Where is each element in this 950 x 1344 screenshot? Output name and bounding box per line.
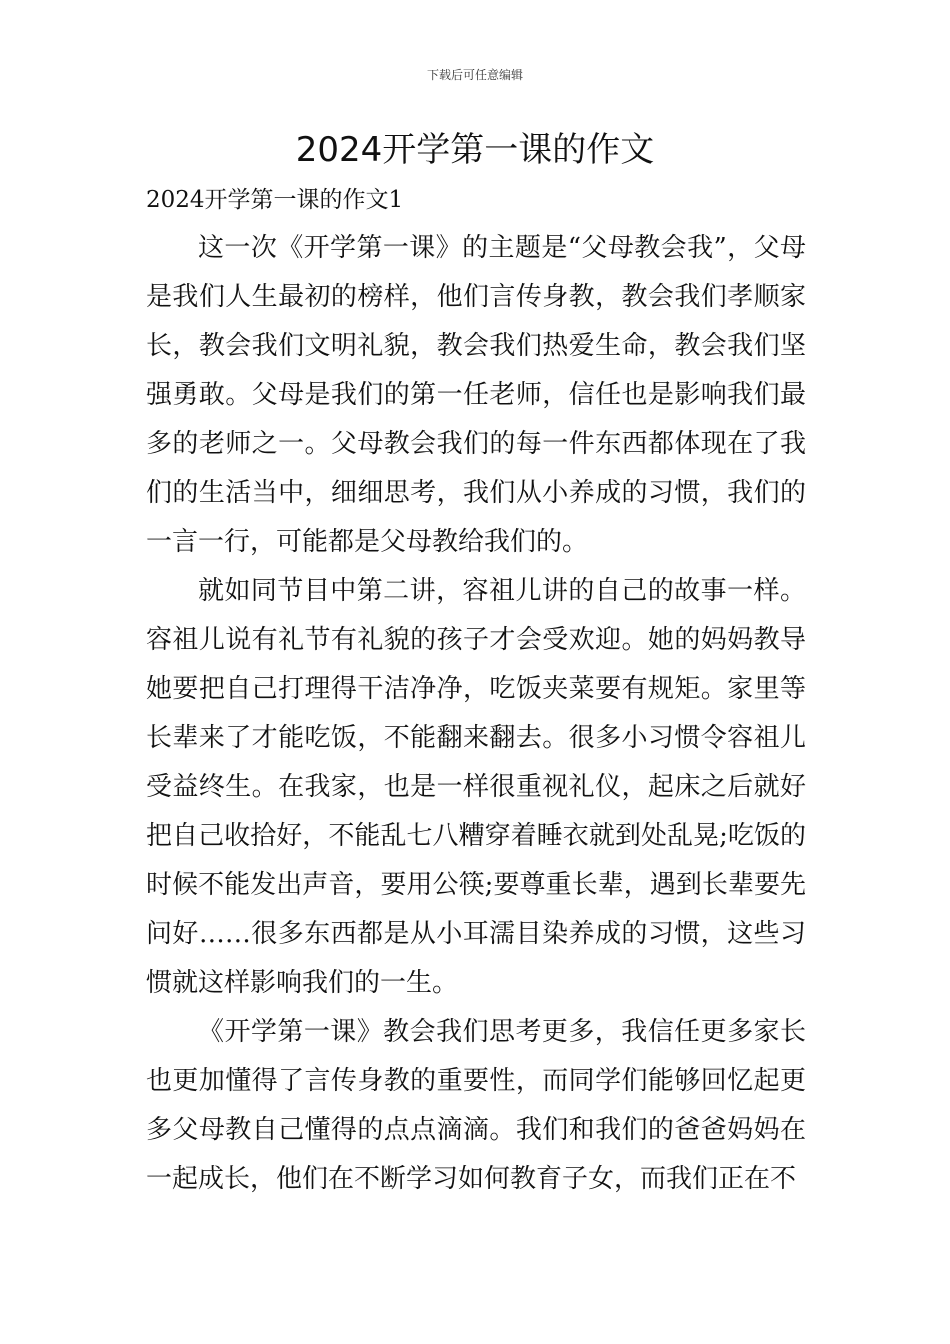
document-title: 2024开学第一课的作文 — [295, 130, 655, 170]
essay-body — [146, 224, 806, 1204]
page-header-note: 下载后可任意编辑 — [426, 68, 523, 82]
paragraph: 这一次《开学第一课》的主题是“父母教会我”，父母是我们人生最初的榜样，他们言传身教，教会我们孝顺家长，教会我们文明礼貌，教会我们热爱生命，教会我们坚强勇敢。父母是我们的第一任老师，信任也是影响我们最多的老师之一。父母教会我们的每一件东西都体现在了我们的生活当中，细细思考，我们从小养成的习惯，我们的一言一行，可能都是父母教给我们的。 — [146, 233, 806, 557]
paragraph: 就如同节目中第二讲，容祖儿讲的自己的故事一样。容祖儿说有礼节有礼貌的孩子才会受欢迎。她的妈妈教导她要把自己打理得干洁净净，吃饭夹菜要有规矩。家里等长辈来了才能吃饭，不能翻来翻去。很多小习惯令容祖儿受益终生。在我家，也是一样很重视礼仪，起床之后就好把自己收拾好，不能乱七八糟穿着睡衣就到处乱晃;吃饭的时候不能发出声音，要用公筷;要尊重长辈，遇到长辈要先问好……很多东西都是从小耳濡目染养成的习惯，这些习惯就这样影响我们的一生。 — [146, 576, 806, 998]
paragraph: 《开学第一课》教会我们思考更多，我信任更多家长也更加懂得了言传身教的重要性，而同学们能够回忆起更多父母教自己懂得的点点滴滴。我们和我们的爸爸妈妈在一起成长，他们在不断学习如何教育子女，而我们正在不 — [146, 1017, 806, 1194]
section-heading: 2024开学第一课的作文1 — [146, 187, 404, 213]
